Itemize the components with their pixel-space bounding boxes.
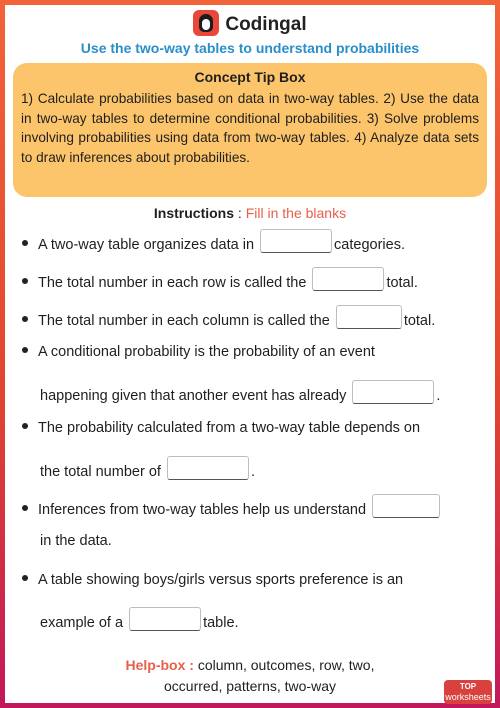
question-2-before: The total number in each row is called the xyxy=(38,275,307,291)
tip-box-text: 1) Calculate probabilities based on data in two-way tables. 2) Use the data in two-way tables to determine conditional probabilities. 3) Solve problems involving probabilities using data from two-way tables. 4) Analyze data sets to draw inferences about probabilities. xyxy=(21,91,479,165)
question-7-line-1 xyxy=(22,572,488,588)
help-box-label: Help-box : xyxy=(125,657,194,673)
answer-blank-6[interactable] xyxy=(372,494,440,518)
bullet-dot-icon xyxy=(22,347,28,353)
help-box-words-1: column, outcomes, row, two, xyxy=(197,657,375,673)
question-3-after: total. xyxy=(403,313,436,329)
question-4-after: . xyxy=(436,388,441,404)
instructions xyxy=(0,205,500,221)
brand-name: Codingal xyxy=(225,14,307,35)
worksheet-subtitle: Use the two-way tables to understand probabilities xyxy=(80,40,420,56)
top-worksheets-logo xyxy=(444,680,492,704)
question-3 xyxy=(22,305,488,329)
penguin-logo-icon xyxy=(193,10,219,36)
question-1-before: A two-way table organizes data in xyxy=(38,237,255,253)
instructions-hint: Fill in the blanks xyxy=(245,205,347,221)
bullet-dot-icon xyxy=(22,575,28,581)
brand-header xyxy=(0,10,500,36)
instructions-separator: : xyxy=(234,205,246,221)
question-7-line1: A table showing boys/girls versus sports preference is an xyxy=(38,572,404,588)
question-6-line2: in the data. xyxy=(40,533,112,549)
question-6-before: Inferences from two-way tables help us understand xyxy=(38,502,367,518)
question-5-after: . xyxy=(250,464,255,480)
question-5-line-1 xyxy=(22,420,488,436)
answer-blank-5[interactable] xyxy=(167,456,249,480)
question-4-line1: A conditional probability is the probability of an event xyxy=(38,344,375,360)
bullet-dot-icon xyxy=(22,505,28,511)
bullet-dot-icon xyxy=(22,423,28,429)
help-box xyxy=(0,655,500,697)
instructions-label: Instructions xyxy=(153,205,235,221)
footer-logo-bottom: worksheets xyxy=(445,692,491,702)
question-6-line-1 xyxy=(22,494,488,518)
concept-tip-box xyxy=(13,63,487,197)
answer-blank-3[interactable] xyxy=(336,305,402,329)
answer-blank-7[interactable] xyxy=(129,607,201,631)
bullet-dot-icon xyxy=(22,278,28,284)
question-7-before: example of a xyxy=(40,615,124,631)
bullet-dot-icon xyxy=(22,240,28,246)
question-6-line-2 xyxy=(40,533,500,549)
question-2-after: total. xyxy=(386,275,418,291)
question-4-line-1 xyxy=(22,344,488,360)
help-box-words-2: occurred, patterns, two-way xyxy=(164,678,336,694)
answer-blank-1[interactable] xyxy=(260,229,332,253)
answer-blank-4[interactable] xyxy=(352,380,434,404)
footer-logo-top: TOP xyxy=(459,682,477,691)
question-3-before: The total number in each column is called the xyxy=(38,313,330,329)
question-5-line1: The probability calculated from a two-way table depends on xyxy=(38,420,421,436)
question-7-line-2 xyxy=(40,607,500,631)
bullet-dot-icon xyxy=(22,316,28,322)
question-1 xyxy=(22,229,488,253)
tip-box-title: Concept Tip Box xyxy=(194,69,306,85)
question-7-after: table. xyxy=(203,615,239,631)
answer-blank-2[interactable] xyxy=(312,267,384,291)
question-5-before: the total number of xyxy=(40,464,161,480)
question-1-after: categories. xyxy=(334,237,405,253)
question-5-line-2 xyxy=(40,456,500,480)
question-2 xyxy=(22,267,488,291)
help-box-line-1 xyxy=(0,655,500,676)
question-4-line-2 xyxy=(40,380,500,404)
question-4-before: happening given that another event has already xyxy=(40,388,347,404)
